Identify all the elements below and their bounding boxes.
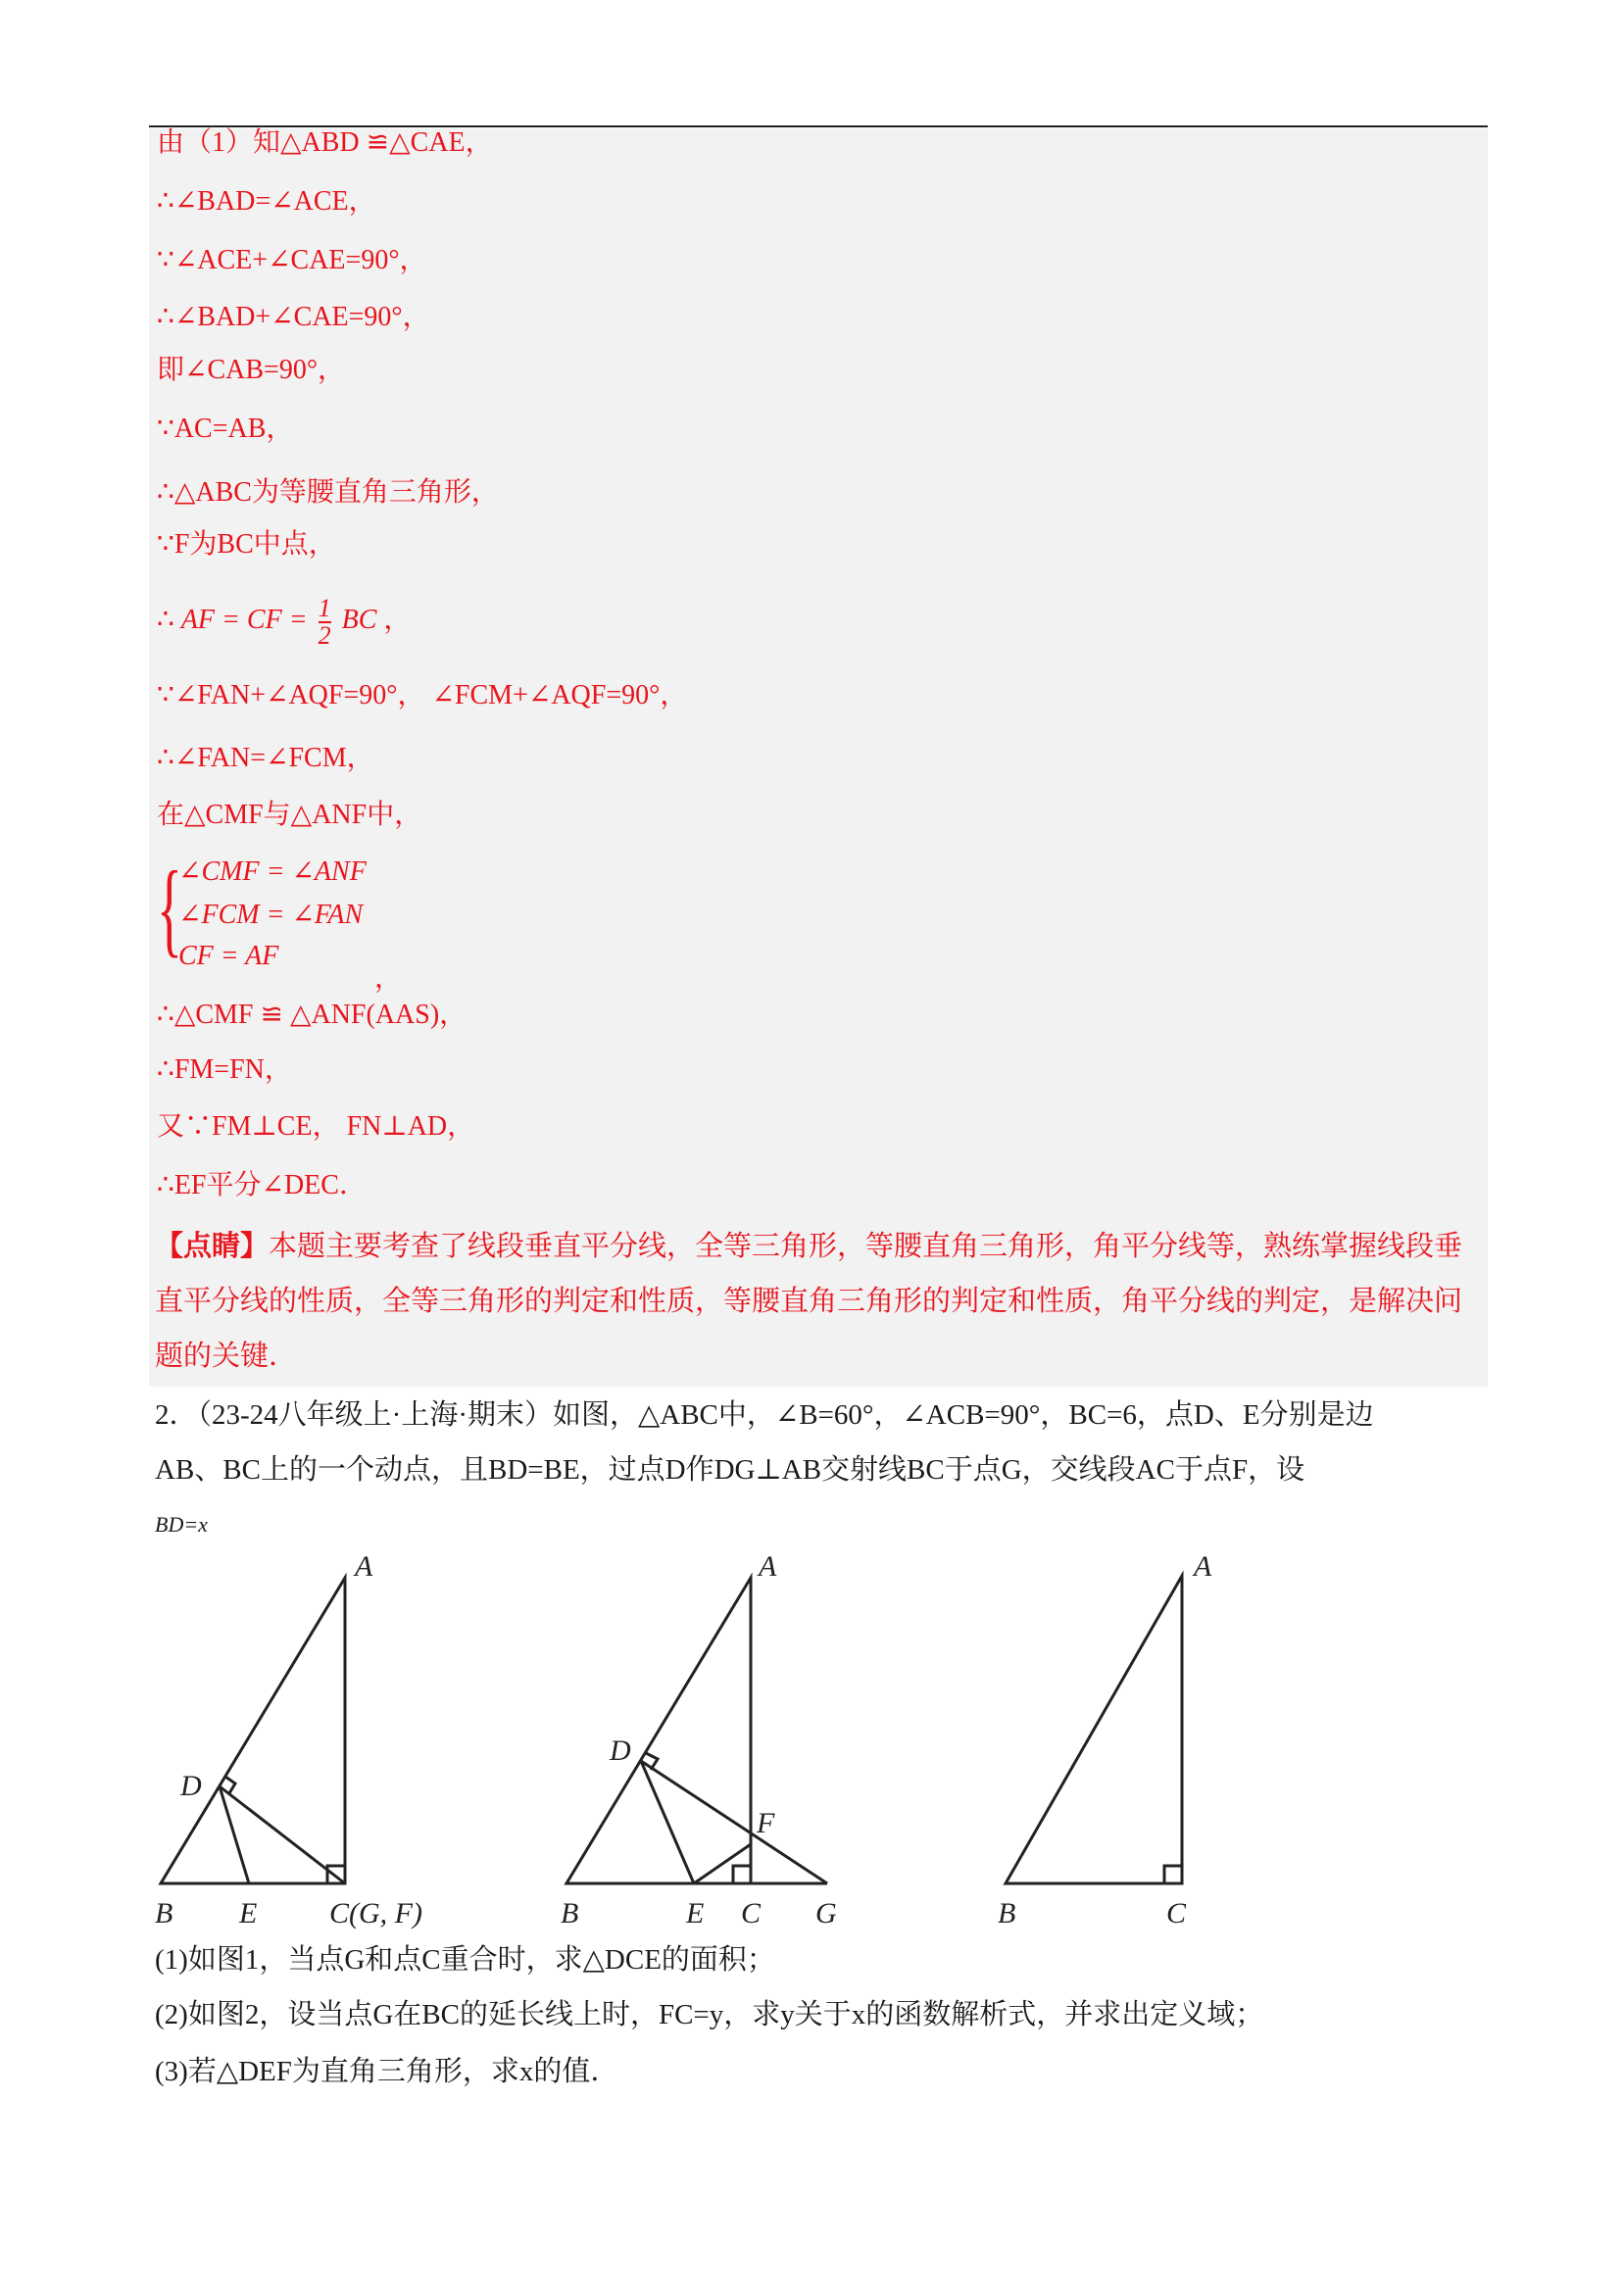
solution-line: ∴△ABC为等腰直角三角形，	[157, 477, 499, 508]
fig1-segment-de	[220, 1786, 249, 1883]
system-suffix: ，	[374, 963, 403, 994]
solution-line: ∵∠ACE+∠CAE=90°，	[157, 245, 427, 275]
fig3-label-c: C	[1166, 1897, 1187, 1930]
fig2-label-g: G	[815, 1897, 837, 1930]
solution-line: ∴EF平分∠DEC．	[157, 1170, 367, 1200]
fig2-label-f: F	[757, 1807, 775, 1839]
solution-line: ∵F为BC中点，	[157, 529, 336, 560]
fig2-right-angle-d	[646, 1753, 658, 1770]
figure-2	[566, 1578, 827, 1883]
solution-line: ∴△CMF ≌ △ANF(AAS)，	[157, 1000, 467, 1030]
af-suffix: ，	[383, 605, 412, 635]
system-line: ∠CMF = ∠ANF	[178, 856, 367, 887]
half-fraction	[318, 593, 331, 650]
solution-line: 即∠CAB=90°，	[157, 355, 346, 385]
af-expr-left: AF = CF =	[180, 605, 308, 635]
fig1-label-c: C(G, F)	[329, 1897, 422, 1930]
system-line: CF = AF	[178, 941, 279, 971]
question-3: (3)若△DEF为直角三角形，求x的值．	[155, 2056, 619, 2087]
fig3-label-b: B	[998, 1897, 1016, 1930]
fig3-right-angle-c	[1164, 1866, 1182, 1883]
figure-3	[1006, 1576, 1182, 1883]
question-1: (1)如图1，当点G和点C重合时，求△DCE的面积；	[155, 1944, 775, 1976]
key-point-text: 本题主要考查了线段垂直平分线，全等三角形，等腰直角三角形，角平分线等，熟练掌握线段垂直平分线的性质，全等三角形的判定和性质，等腰直角三角形的判定和性质，角平分线的判定，是解决问题的关键．	[155, 1231, 1463, 1372]
problem-line: 2．（23-24八年级上·上海·期末）如图，△ABC中，∠B=60°，∠ACB=90°，BC=6，点D、E分别是边	[155, 1399, 1374, 1431]
geometry-figures	[137, 1539, 1254, 1930]
solution-line: ∴∠BAD=∠ACE，	[157, 186, 376, 217]
solution-line: 在△CMF与△ANF中，	[157, 800, 422, 830]
fraction-numerator: 1	[318, 593, 331, 622]
question-2: (2)如图2，设当点G在BC的延长线上时，FC=y，求y关于x的函数解析式，并求出定义域；	[155, 1999, 1264, 2030]
problem-variable: BD=x	[155, 1512, 208, 1537]
fig1-label-e: E	[239, 1897, 258, 1930]
fig2-segment-ef	[694, 1844, 751, 1883]
solution-line: ∴FM=FN，	[157, 1054, 292, 1085]
problem-line: AB、BC上的一个动点，且BD=BE，过点D作DG⊥AB交射线BC于点G，交线段AC于点F，设	[155, 1454, 1305, 1486]
af-equation	[157, 586, 411, 655]
system-line: ∠FCM = ∠FAN	[178, 900, 364, 930]
fig2-triangle-abc	[566, 1578, 751, 1883]
fig3-triangle-abc	[1006, 1576, 1182, 1883]
fig2-label-e: E	[686, 1897, 705, 1930]
fig1-label-d: D	[180, 1770, 202, 1802]
solution-line: ∴∠BAD+∠CAE=90°，	[157, 302, 430, 332]
solution-line: ∵∠FAN+∠AQF=90°， ∠FCM+∠AQF=90°，	[157, 680, 688, 710]
fig1-label-a: A	[355, 1550, 373, 1583]
solution-line: ∵AC=AB，	[157, 414, 294, 444]
key-point-comment	[155, 1219, 1480, 1384]
fig2-label-b: B	[561, 1897, 579, 1930]
fig2-label-c: C	[741, 1897, 762, 1930]
therefore-symbol: ∴	[157, 605, 174, 635]
figure-1	[161, 1578, 345, 1883]
solution-line: 由（1）知△ABD ≌△CAE，	[157, 127, 493, 158]
fig1-label-b: B	[155, 1897, 173, 1930]
af-expr-right: BC	[341, 605, 377, 635]
key-point-label: 【点睛】	[155, 1231, 270, 1262]
solution-line: ∴∠FAN=∠FCM，	[157, 743, 374, 773]
left-brace-icon: {	[157, 851, 182, 967]
fig2-label-d: D	[610, 1734, 631, 1767]
fig1-triangle-abc	[161, 1578, 345, 1883]
congruence-system	[157, 851, 451, 994]
fraction-denominator: 2	[318, 620, 331, 650]
fig3-label-a: A	[1194, 1550, 1212, 1583]
solution-line: 又∵FM⊥CE， FN⊥AD，	[157, 1111, 475, 1142]
fig2-right-angle-c	[733, 1866, 751, 1883]
fig2-label-a: A	[759, 1550, 777, 1583]
